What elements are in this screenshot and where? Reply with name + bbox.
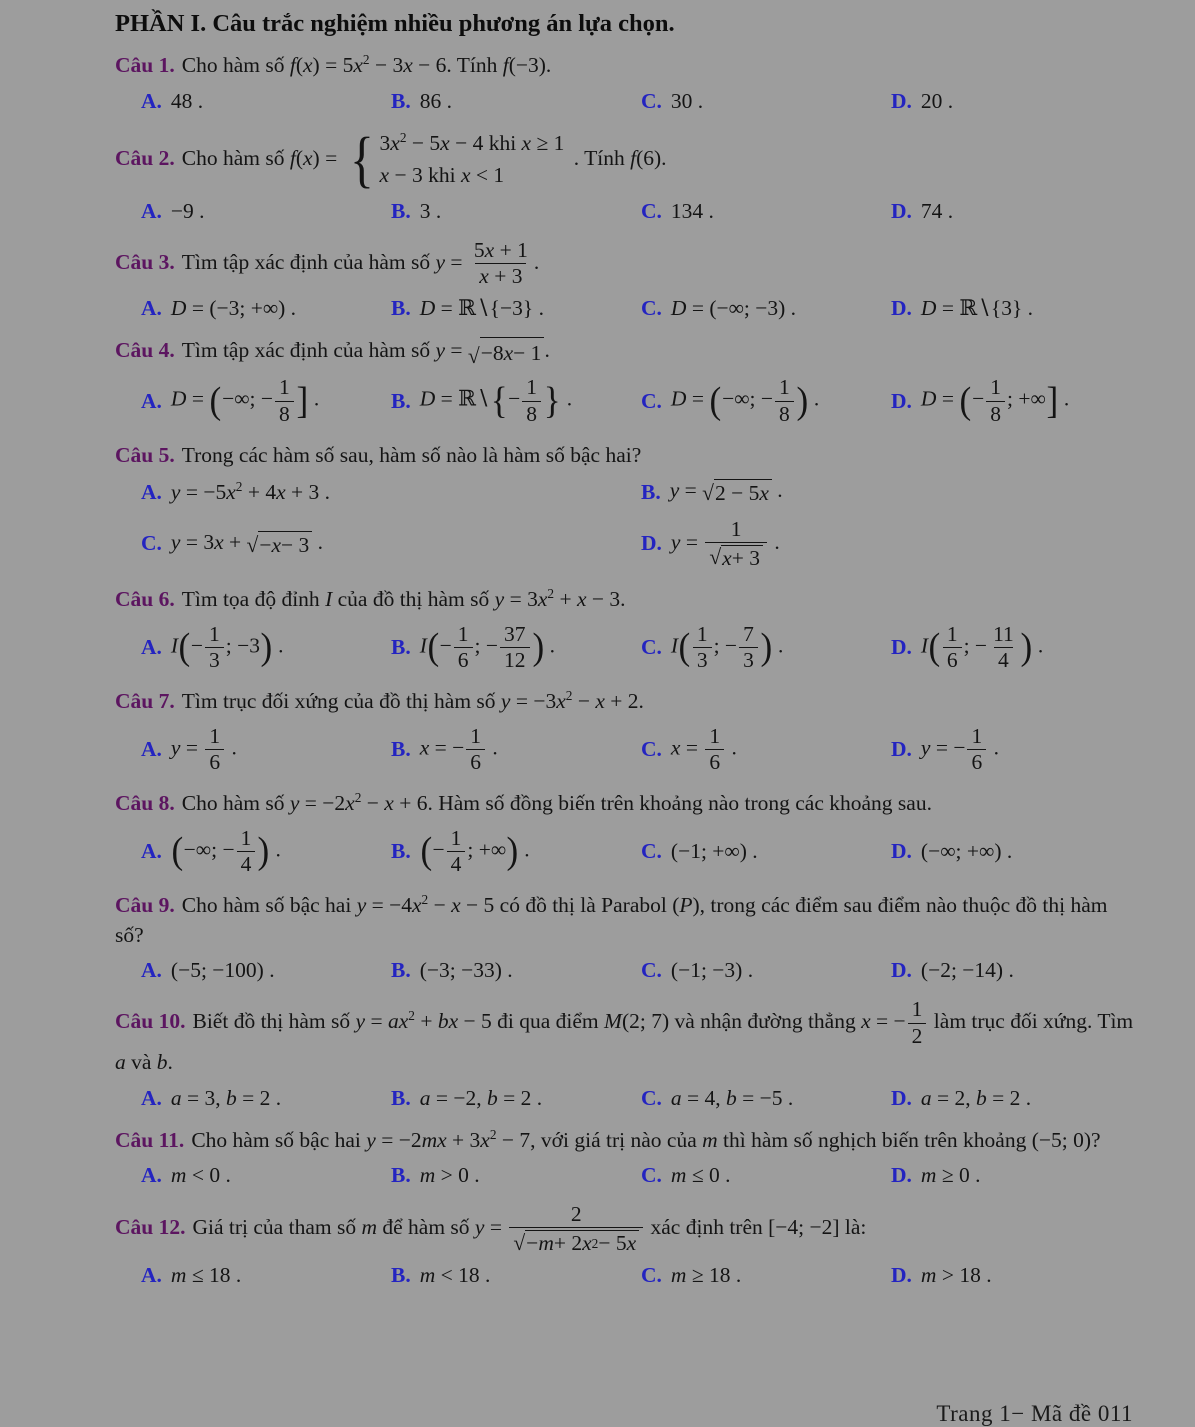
question-text: Cho hàm số $y = -2x^2 - x + 6$. Hàm số đồng biến trên khoảng nào trong các khoảng sau. — [181, 789, 932, 816]
option-letter: C. — [641, 958, 662, 983]
option-letter: D. — [891, 736, 912, 761]
question-text: Cho hàm số $f(x) = 5x^2 - 3x - 6$. Tính f(−3). — [181, 51, 552, 77]
option-D — [891, 1263, 1137, 1288]
option-C — [641, 725, 887, 774]
question-label: Câu 6. — [115, 586, 175, 611]
option-text: (−1; −3) . — [670, 958, 754, 983]
option-letter: A. — [141, 958, 162, 983]
question-text: Cho hàm số f(x) = { $3x^2 - 5x - 4$ khi x ≥ 1 x − 3 khi x < 1 . Tính f(6). — [181, 124, 667, 194]
question-label: Câu 5. — [115, 442, 175, 467]
option-letter: B. — [391, 958, 411, 983]
question-text: Cho hàm số bậc hai $y = -4x^2 - x - 5$ có đồ thị là Parabol (P), trong các điểm sau điểm nào thuộc đồ thị hàm số? — [115, 892, 1108, 947]
option-C — [641, 199, 887, 224]
option-text: (−1; +∞) . — [670, 838, 758, 863]
question-head — [115, 124, 1137, 194]
option-text: y = √ 2 − 5 x . — [669, 478, 783, 506]
option-A — [141, 199, 387, 224]
option-letter: B. — [391, 388, 411, 413]
option-text: a = −2, b = 2 . — [419, 1085, 543, 1110]
question-label: Câu 3. — [115, 249, 175, 274]
option-letter: D. — [891, 1263, 912, 1288]
options-row — [115, 725, 1137, 774]
option-letter: D. — [891, 1163, 912, 1188]
option-text: D = (−∞; −3) . — [670, 296, 797, 321]
option-text: (−2; −14) . — [920, 958, 1014, 983]
options-row — [115, 296, 1137, 321]
option-C — [641, 839, 887, 864]
question-label: Câu 1. — [115, 53, 175, 77]
option-text: x = − $\frac{1}{6}$ . — [419, 723, 498, 774]
option-text: m ≤ 18 . — [170, 1263, 242, 1288]
option-text: 20 . — [920, 88, 954, 113]
option-letter: A. — [141, 1163, 162, 1188]
option-A — [141, 89, 387, 114]
question-label: Câu 10. — [115, 1009, 186, 1034]
option-A — [141, 480, 637, 505]
options-row — [115, 376, 1137, 425]
option-text: y = − $\frac{1}{6}$ . — [920, 723, 999, 774]
question-list — [115, 51, 1137, 1288]
option-letter: A. — [141, 88, 162, 113]
question-label: Câu 9. — [115, 893, 175, 918]
option-text: y = 3x + √ − x − 3 . — [170, 530, 324, 558]
question-head — [115, 891, 1137, 950]
option-text: D = (−3; +∞) . — [170, 296, 297, 321]
option-B — [391, 296, 637, 321]
question-head — [115, 1203, 1137, 1255]
option-letter: B. — [391, 199, 411, 223]
option-letter: B. — [391, 88, 411, 113]
question-label: Câu 12. — [115, 1215, 186, 1240]
option-D — [891, 376, 1137, 425]
option-text: D = (−∞; − $\frac{1}{8}$ ] . — [170, 375, 320, 426]
option-letter: C. — [641, 199, 662, 223]
question — [115, 687, 1137, 774]
question-head — [115, 51, 1137, 81]
option-C — [641, 1086, 887, 1111]
option-text: (−5; −100) . — [170, 958, 275, 983]
option-text: m ≤ 0 . — [670, 1163, 731, 1188]
option-C — [641, 958, 887, 983]
option-letter: D. — [891, 88, 912, 113]
option-A — [141, 1263, 387, 1288]
question — [115, 789, 1137, 876]
option-letter: C. — [641, 1263, 662, 1288]
option-letter: C. — [641, 88, 662, 113]
options-row — [115, 623, 1137, 672]
option-B — [391, 623, 637, 672]
question-text: Cho hàm số bậc hai $y = -2mx + 3x^2 - 7$, với giá trị nào của m thì hàm số nghịch biến trên khoảng (−5; 0)? — [191, 1126, 1101, 1152]
option-text: −9 . — [170, 199, 205, 223]
question-label: Câu 4. — [115, 338, 175, 363]
option-text: m < 0 . — [170, 1163, 231, 1188]
option-text: (−3; −33) . — [419, 958, 513, 983]
option-letter: D. — [891, 634, 912, 659]
option-letter: C. — [641, 296, 662, 321]
question — [115, 124, 1137, 224]
question-head — [115, 239, 1137, 288]
option-letter: B. — [391, 634, 411, 659]
options-row — [115, 1086, 1137, 1111]
option-letter: C. — [641, 736, 662, 761]
option-text: m < 18 . — [419, 1263, 491, 1288]
option-D — [891, 725, 1137, 774]
option-text: 30 . — [670, 88, 704, 113]
option-text: D = ℝ∖{−3} . — [419, 296, 544, 321]
question-head — [115, 336, 1137, 368]
option-text: D = (− $\frac{1}{8}$ ; +∞] . — [920, 375, 1070, 426]
question-text: Giá trị của tham số m để hàm số y = 2 √ − m + 2 x 2 − 5 x xác định trên [−4; −2] là: — [192, 1202, 867, 1255]
option-D — [891, 623, 1137, 672]
question-label: Câu 11. — [115, 1127, 185, 1152]
question-text: Biết đồ thị hàm số $y = ax^2$ + bx − 5 đi qua điểm M(2; 7) và nhận đường thẳng x = − $\frac{1}{2}$ làm trục đối xứng. Tìm a và b. — [115, 997, 1134, 1074]
option-letter: B. — [391, 296, 411, 321]
option-text: 48 . — [170, 88, 204, 113]
option-letter: A. — [141, 479, 162, 504]
option-text: 3 . — [419, 199, 442, 223]
option-text: m ≥ 18 . — [670, 1263, 742, 1288]
option-letter: D. — [891, 958, 912, 983]
option-C — [641, 376, 887, 425]
option-text: 134 . — [670, 199, 714, 223]
options-row — [115, 958, 1137, 983]
question-text: Tìm tập xác định của hàm số y = √ −8 x − 1 . — [181, 338, 550, 368]
option-letter: D. — [641, 531, 662, 556]
option-letter: C. — [641, 1163, 662, 1188]
option-text: $y = -5x^2 + 4x + 3$ . — [170, 478, 331, 504]
question-head — [115, 998, 1137, 1077]
question-head — [115, 1126, 1137, 1156]
option-C — [641, 1263, 887, 1288]
option-B — [391, 1163, 637, 1188]
option-letter: A. — [141, 388, 162, 413]
option-letter: A. — [141, 296, 162, 321]
option-text: 86 . — [419, 88, 452, 113]
option-A — [141, 296, 387, 321]
option-letter: C. — [641, 1085, 662, 1110]
option-text: I(− $\frac{1}{3}$ ; −3) . — [170, 621, 284, 672]
option-C — [141, 530, 637, 558]
option-C — [641, 623, 887, 672]
option-text: D = ℝ∖{− $\frac{1}{8}$ } . — [419, 375, 573, 426]
option-letter: A. — [141, 199, 162, 223]
option-letter: B. — [391, 1263, 411, 1288]
option-A — [141, 1163, 387, 1188]
option-letter: B. — [641, 479, 661, 504]
question-label: Câu 2. — [115, 145, 175, 170]
option-D — [891, 199, 1137, 224]
question-label: Câu 7. — [115, 688, 175, 713]
question — [115, 336, 1137, 425]
option-D — [891, 839, 1137, 864]
option-B — [391, 1263, 637, 1288]
question-text: Tìm trục đối xứng của đồ thị hàm số $y = -3x^2 - x + 2$. — [181, 687, 644, 713]
option-text: I(− $\frac{1}{6}$ ; − $\frac{37}{12}$ ) . — [419, 621, 556, 672]
option-letter: A. — [141, 1263, 162, 1288]
question — [115, 239, 1137, 321]
options-row — [115, 827, 1137, 876]
options-row — [115, 1163, 1137, 1188]
page-title: PHẦN I. Câu trắc nghiệm nhiều phương án lựa chọn. — [115, 10, 675, 37]
options-row — [115, 478, 1137, 569]
option-text: y = 1 √ x + 3 . — [670, 516, 780, 570]
option-text: (−∞; − $\frac{1}{4}$ ) . — [171, 825, 281, 876]
option-letter: A. — [141, 1085, 162, 1110]
option-letter: B. — [391, 1085, 411, 1110]
option-letter: D. — [891, 838, 912, 863]
option-text: D = (−∞; − $\frac{1}{8}$ ) . — [670, 375, 820, 426]
option-text: m > 18 . — [920, 1263, 992, 1288]
option-D — [891, 958, 1137, 983]
option-text: (− $\frac{1}{4}$ ; +∞) . — [420, 825, 530, 876]
option-text: a = 2, b = 2 . — [920, 1085, 1032, 1110]
options-row — [115, 89, 1137, 114]
option-A — [141, 827, 387, 876]
option-A — [141, 1086, 387, 1111]
option-letter: D. — [891, 296, 912, 321]
options-row — [115, 199, 1137, 224]
question — [115, 1126, 1137, 1189]
option-letter: C. — [141, 531, 162, 556]
option-C — [641, 296, 887, 321]
option-letter: D. — [891, 199, 912, 223]
option-A — [141, 725, 387, 774]
option-A — [141, 376, 387, 425]
option-B — [391, 827, 637, 876]
option-B — [391, 89, 637, 114]
option-letter: B. — [391, 1163, 411, 1188]
option-text: m > 0 . — [419, 1163, 480, 1188]
question-head — [115, 687, 1137, 717]
option-text: I( $\frac{1}{6}$ ; − $\frac{11}{4}$ ) . — [920, 621, 1044, 672]
option-D — [891, 1163, 1137, 1188]
option-letter: A. — [141, 634, 162, 659]
option-B — [391, 199, 637, 224]
option-text: D = ℝ∖{3} . — [920, 296, 1034, 321]
option-C — [641, 89, 887, 114]
option-text: y = $\frac{1}{6}$ . — [170, 723, 237, 774]
option-text: a = 3, b = 2 . — [170, 1085, 282, 1110]
option-letter: D. — [891, 1085, 912, 1110]
option-text: 74 . — [920, 199, 954, 223]
question-head — [115, 441, 1137, 471]
option-text: (−∞; +∞) . — [920, 838, 1013, 863]
question-head — [115, 585, 1137, 615]
option-text: x = $\frac{1}{6}$ . — [670, 723, 737, 774]
question — [115, 585, 1137, 672]
question-label: Câu 8. — [115, 791, 175, 816]
question-text: Trong các hàm số sau, hàm số nào là hàm số bậc hai? — [181, 442, 642, 467]
question — [115, 1203, 1137, 1288]
option-letter: A. — [141, 838, 162, 863]
option-A — [141, 623, 387, 672]
option-B — [391, 1086, 637, 1111]
option-D — [891, 296, 1137, 321]
options-row — [115, 1263, 1137, 1288]
option-B — [391, 958, 637, 983]
option-B — [641, 478, 1137, 506]
page-footer: Trang 1− Mã đề 011 — [936, 1401, 1133, 1426]
question — [115, 441, 1137, 570]
question-text: Tìm tọa độ đỉnh I của đồ thị hàm số $y = 3x^2 + x - 3$. — [181, 585, 626, 611]
option-letter: B. — [391, 736, 411, 761]
question — [115, 891, 1137, 983]
option-letter: D. — [891, 388, 912, 413]
option-C — [641, 1163, 887, 1188]
option-text: I( $\frac{1}{3}$ ; − $\frac{7}{3}$ ) . — [670, 621, 784, 672]
option-letter: C. — [641, 388, 662, 413]
question-head — [115, 789, 1137, 819]
question — [115, 998, 1137, 1110]
option-text: a = 4, b = −5 . — [670, 1085, 794, 1110]
option-B — [391, 376, 637, 425]
option-letter: B. — [391, 838, 411, 863]
option-letter: C. — [641, 634, 662, 659]
option-A — [141, 958, 387, 983]
option-D — [891, 1086, 1137, 1111]
question — [115, 51, 1137, 114]
option-D — [891, 89, 1137, 114]
option-letter: A. — [141, 736, 162, 761]
option-text: m ≥ 0 . — [920, 1163, 981, 1188]
option-B — [391, 725, 637, 774]
option-D — [641, 518, 1137, 570]
question-text: Tìm tập xác định của hàm số y = $\frac{5x + 1}{x + 3}$ . — [181, 238, 540, 289]
option-letter: C. — [641, 838, 662, 863]
